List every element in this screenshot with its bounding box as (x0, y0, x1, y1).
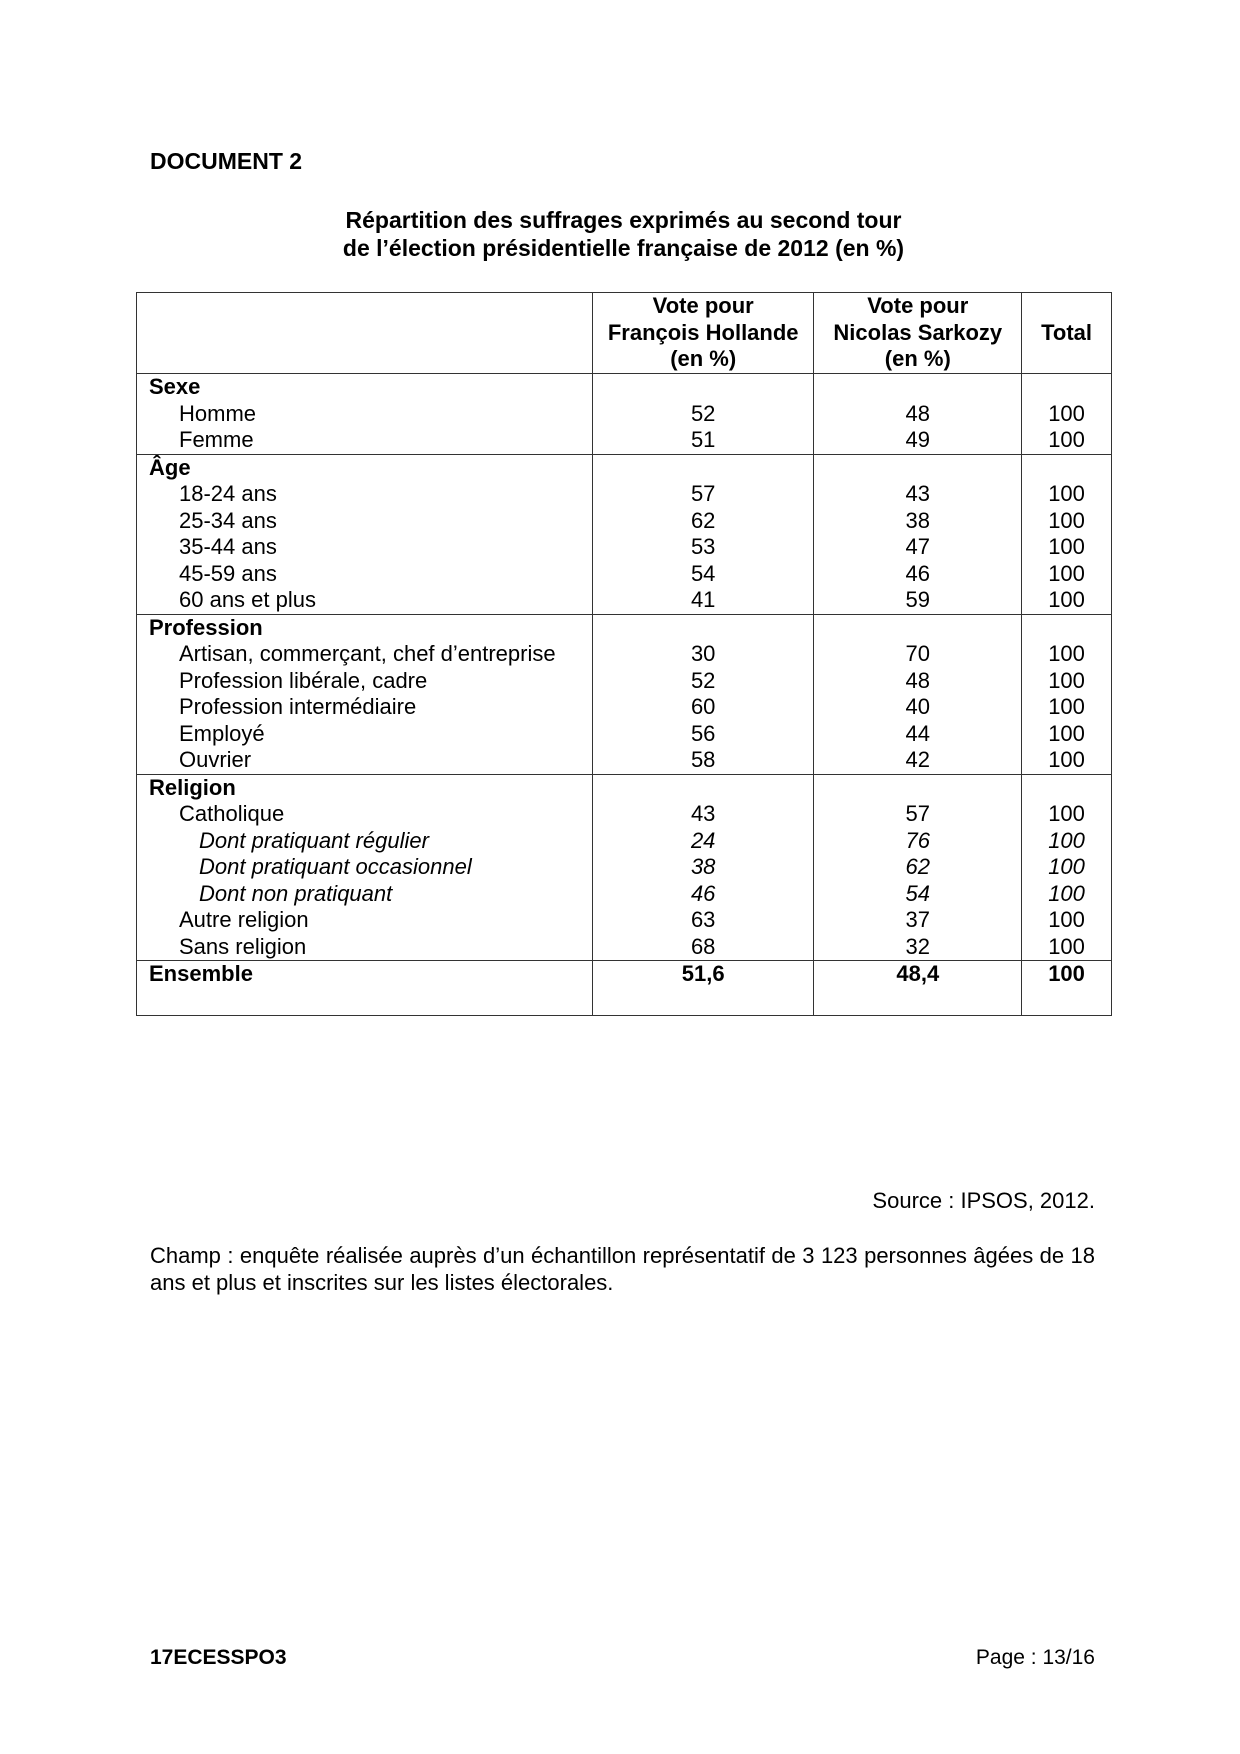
hollande-value: 57 (690, 481, 716, 506)
sarkozy-value: 76 (905, 827, 931, 853)
ensemble-label-cell (137, 961, 593, 1016)
row-label: 60 ans et plus (179, 587, 316, 612)
total-value: 100 (1048, 694, 1085, 719)
row-label: 25-34 ans (179, 507, 277, 533)
hollande-value: 54 (690, 560, 716, 586)
group-age (137, 454, 1112, 614)
ensemble-row (137, 961, 1112, 1016)
group-age-hollande (592, 454, 814, 614)
sarkozy-value: 54 (905, 880, 931, 906)
group-religion-labels (137, 774, 593, 961)
row-label: Homme (179, 400, 257, 426)
row-label: Ouvrier (179, 747, 252, 772)
hollande-value: 38 (690, 854, 716, 879)
hollande-value: 62 (690, 507, 716, 533)
row-label: Sans religion (179, 933, 307, 959)
group-sexe-sarkozy (814, 374, 1022, 455)
sarkozy-value: 44 (905, 720, 931, 746)
group-profession-sarkozy (814, 614, 1022, 774)
footer-code: 17ECESSPO3 (150, 1646, 287, 1669)
row-label: Employé (179, 720, 265, 746)
sarkozy-value: 57 (905, 801, 931, 826)
total-value: 100 (1048, 507, 1085, 533)
sarkozy-value: 42 (905, 747, 931, 772)
total-value: 100 (1048, 534, 1085, 559)
header-hollande-line-3: (en %) (670, 346, 737, 372)
sarkozy-value: 46 (905, 560, 931, 586)
total-value: 100 (1048, 827, 1085, 853)
total-value: 100 (1048, 481, 1085, 506)
header-hollande (592, 293, 814, 374)
group-profession-labels (137, 614, 593, 774)
header-hollande-line-2: François Hollande (607, 319, 799, 345)
ensemble-hollande: 51,6 (592, 961, 814, 1016)
group-religion-hollande (592, 774, 814, 961)
row-label: Artisan, commerçant, chef d’entreprise (179, 641, 556, 666)
group-sexe-total (1022, 374, 1112, 455)
row-label: 45-59 ans (179, 560, 277, 586)
total-value: 100 (1048, 747, 1085, 772)
hollande-value: 63 (690, 907, 716, 932)
group-religion (137, 774, 1112, 961)
footer-page-number: Page : 13/16 (975, 1646, 1095, 1669)
ensemble-sarkozy: 48,4 (814, 961, 1022, 1016)
title-line-1: Répartition des suffrages exprimés au second tour (345, 207, 902, 233)
total-value: 100 (1048, 720, 1085, 746)
hollande-value: 68 (690, 933, 716, 959)
ensemble-total: 100 (1022, 961, 1112, 1016)
results-table (136, 292, 1112, 1016)
group-sexe-labels (137, 374, 593, 455)
row-label: 35-44 ans (179, 534, 277, 559)
group-age-labels (137, 454, 593, 614)
row-label-sub: Dont pratiquant régulier (199, 827, 429, 853)
total-value: 100 (1048, 880, 1085, 906)
group-title: Âge (149, 454, 191, 480)
row-label: Profession libérale, cadre (179, 667, 428, 693)
row-label-sub: Dont non pratiquant (199, 880, 393, 906)
header-hollande-line-1: Vote pour (652, 293, 754, 319)
hollande-value: 60 (690, 694, 716, 719)
hollande-value: 52 (690, 667, 716, 693)
sarkozy-value: 49 (905, 427, 931, 452)
sarkozy-value: 48 (905, 400, 931, 426)
total-value: 100 (1048, 427, 1085, 452)
header-sarkozy (814, 293, 1022, 374)
group-profession-total (1022, 614, 1112, 774)
header-sarkozy-line-1: Vote pour (867, 293, 969, 319)
total-value: 100 (1048, 933, 1085, 959)
hollande-value: 52 (690, 400, 716, 426)
source-note: Source : IPSOS, 2012. (872, 1188, 1095, 1213)
hollande-value: 30 (690, 641, 716, 666)
group-profession-hollande (592, 614, 814, 774)
total-value: 100 (1048, 854, 1085, 879)
hollande-value: 41 (690, 587, 716, 612)
total-value: 100 (1048, 560, 1085, 586)
total-value: 100 (1048, 641, 1085, 666)
hollande-value: 53 (690, 534, 716, 559)
group-sexe (137, 374, 1112, 455)
sarkozy-value: 70 (905, 641, 931, 666)
sarkozy-value: 48 (905, 667, 931, 693)
hollande-value: 56 (690, 720, 716, 746)
header-empty-cell (137, 293, 593, 374)
total-value: 100 (1048, 907, 1085, 932)
header-sarkozy-line-3: (en %) (884, 346, 951, 372)
hollande-value: 24 (690, 827, 716, 853)
row-label-sub: Dont pratiquant occasionnel (199, 854, 472, 879)
sarkozy-value: 37 (905, 907, 931, 932)
group-age-total (1022, 454, 1112, 614)
sarkozy-value: 43 (905, 481, 931, 506)
table-title (136, 206, 1111, 262)
sarkozy-value: 59 (905, 587, 931, 612)
total-value: 100 (1048, 587, 1085, 612)
total-value: 100 (1048, 801, 1085, 826)
hollande-value: 51 (690, 427, 716, 452)
group-sexe-hollande (592, 374, 814, 455)
group-title: Sexe (149, 374, 201, 399)
title-line-2: de l’élection présidentielle française de 2012 (en %) (342, 235, 905, 261)
sarkozy-value: 40 (905, 694, 931, 719)
header-sarkozy-line-2: Nicolas Sarkozy (833, 319, 1003, 345)
total-value: 100 (1048, 400, 1085, 426)
row-label: 18-24 ans (179, 481, 277, 506)
group-religion-total (1022, 774, 1112, 961)
row-label: Femme (179, 427, 254, 452)
row-label: Profession intermédiaire (179, 694, 417, 719)
hollande-value: 43 (690, 801, 716, 826)
total-value: 100 (1048, 667, 1085, 693)
sarkozy-value: 32 (905, 933, 931, 959)
row-label: Autre religion (179, 907, 309, 932)
group-profession (137, 614, 1112, 774)
row-label: Catholique (179, 801, 285, 826)
sarkozy-value: 47 (905, 534, 931, 559)
group-title: Religion (149, 774, 236, 800)
table-header-row (137, 293, 1112, 374)
sarkozy-value: 62 (905, 854, 931, 879)
hollande-value: 46 (690, 880, 716, 906)
header-total: Total (1022, 293, 1112, 374)
group-age-sarkozy (814, 454, 1022, 614)
sarkozy-value: 38 (905, 507, 931, 533)
ensemble-label: Ensemble (149, 961, 253, 986)
group-religion-sarkozy (814, 774, 1022, 961)
document-label: DOCUMENT 2 (150, 148, 303, 174)
hollande-value: 58 (690, 747, 716, 772)
group-title: Profession (149, 614, 263, 640)
champ-note: Champ : enquête réalisée auprès d’un échantillon représentatif de 3 123 personnes âgées de 18 ans et plus et inscrites sur les listes électorales. (150, 1243, 1095, 1295)
